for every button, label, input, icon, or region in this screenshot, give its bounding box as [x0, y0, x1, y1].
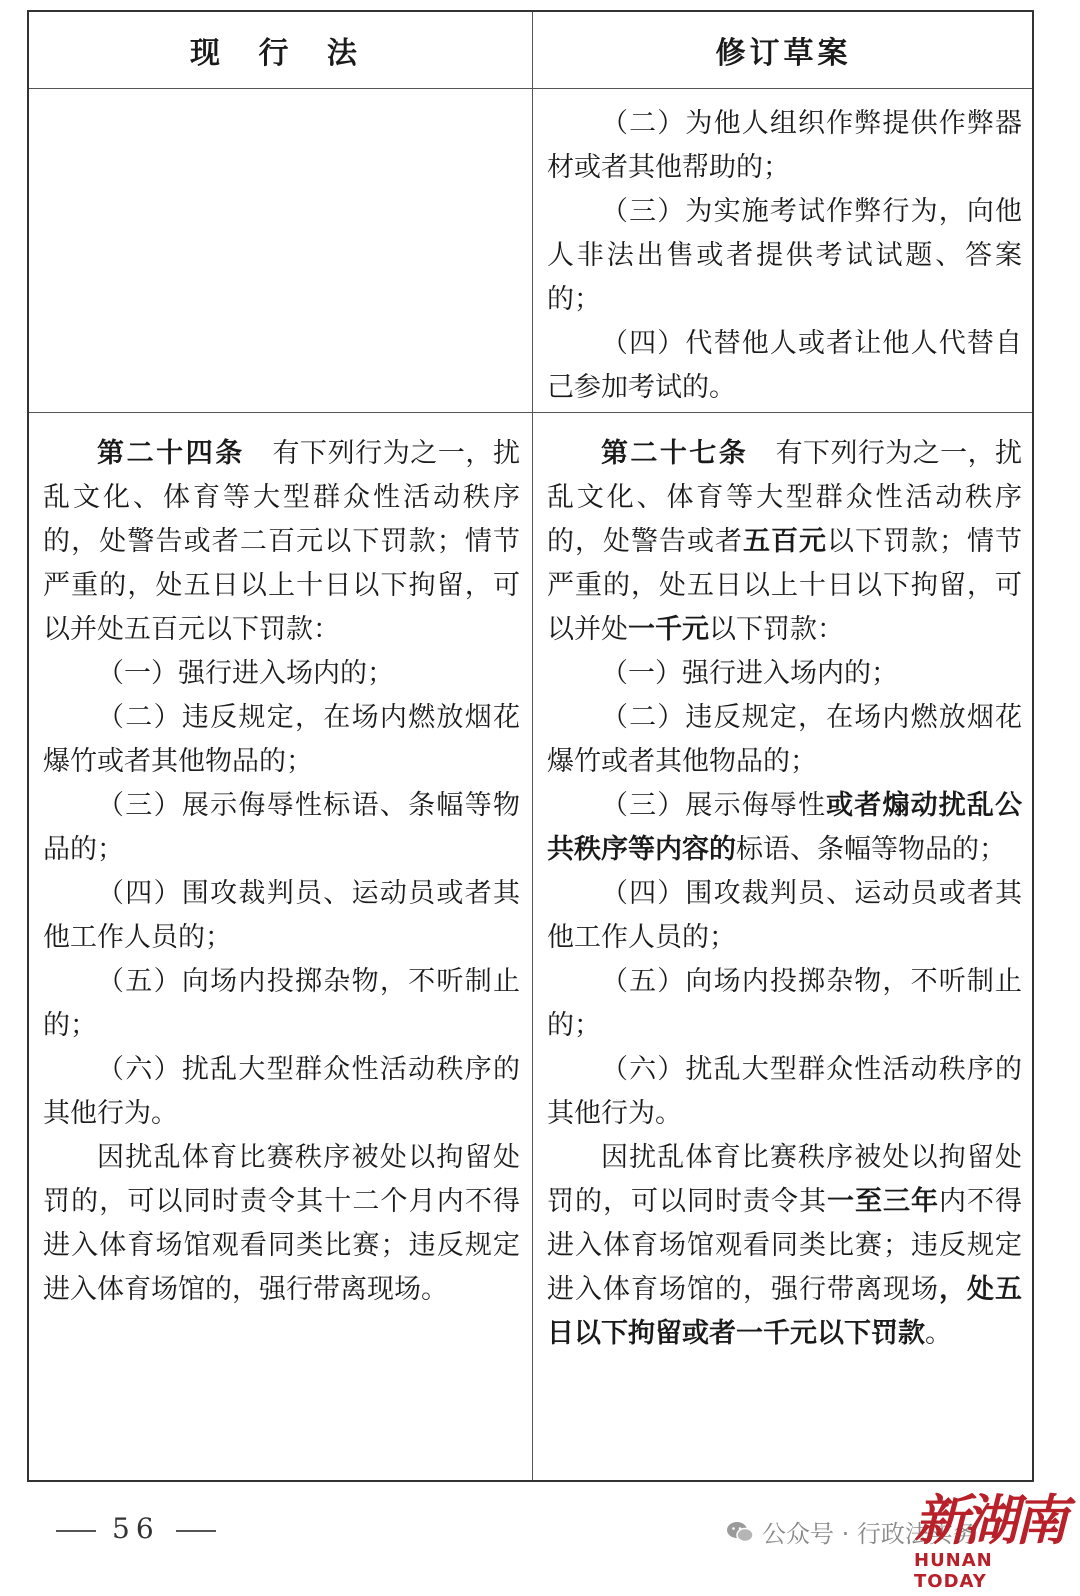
row-divider: [29, 412, 1032, 413]
list-item: （六）扰乱大型群众性活动秩序的其他行为。: [547, 1054, 1022, 1129]
hunan-today-logo: [914, 1478, 1064, 1592]
list-item: （一）强行进入场内的；: [601, 658, 898, 689]
dash-left: [56, 1530, 96, 1532]
logo-text-cn: 新湖南: [914, 1488, 1064, 1552]
list-item: （四）围攻裁判员、运动员或者其他工作人员的；: [43, 878, 520, 953]
article-intro: 第二十七条 有下列行为之一，扰乱文化、体育等大型群众性活动秩序的，处警告或者五百元以下罚款；情节严重的，处五日以上十日以下拘留，可以并处一千元以下罚款：: [547, 438, 1023, 645]
list-item: （五）向场内投掷杂物，不听制止的；: [547, 966, 1022, 1041]
row2-right-cell: [533, 432, 1034, 1356]
paragraph: （二）为他人组织作弊提供作弊器材或者其他帮助的；: [547, 108, 1022, 183]
row2-left-cell: [29, 432, 532, 1312]
article-intro: 第二十四条 有下列行为之一，扰乱文化、体育等大型群众性活动秩序的，处警告或者二百元以下罚款；情节严重的，处五日以上十日以下拘留，可以并处五百元以下罚款：: [43, 438, 521, 645]
header-revision-draft: 修订草案: [715, 36, 852, 71]
list-item: （一）强行进入场内的；: [97, 658, 394, 689]
list-item: （二）违反规定，在场内燃放烟花爆竹或者其他物品的；: [43, 702, 520, 777]
list-item: （三）展示侮辱性标语、条幅等物品的；: [43, 790, 520, 865]
article-number: 第二十七条: [601, 438, 749, 469]
list-item: （六）扰乱大型群众性活动秩序的其他行为。: [43, 1054, 520, 1129]
list-item: （四）围攻裁判员、运动员或者其他工作人员的；: [547, 878, 1022, 953]
list-item: （五）向场内投掷杂物，不听制止的；: [43, 966, 520, 1041]
closing-paragraph: 因扰乱体育比赛秩序被处以拘留处罚的，可以同时责令其一至三年内不得进入体育场馆观看同类比赛；违反规定进入体育场馆的，强行带离现场，处五日以下拘留或者一千元以下罚款。: [547, 1142, 1022, 1349]
header-divider: [29, 88, 1032, 89]
closing-paragraph: 因扰乱体育比赛秩序被处以拘留处罚的，可以同时责令其十二个月内不得进入体育场馆观看同类比赛；违反规定进入体育场馆的，强行带离现场。: [43, 1142, 520, 1305]
wechat-icon: [726, 1520, 754, 1544]
wechat-account-label: 公众号 · 行政法实务: [762, 1520, 977, 1548]
dash-right: [176, 1530, 216, 1532]
list-item: （三）展示侮辱性或者煽动扰乱公共秩序等内容的标语、条幅等物品的；: [547, 790, 1023, 865]
page-footer: [0, 1488, 1080, 1596]
paragraph: （三）为实施考试作弊行为，向他人非法出售或者提供考试试题、答案的；: [547, 196, 1022, 315]
article-number: 第二十四条: [97, 438, 245, 469]
list-item: （二）违反规定，在场内燃放烟花爆竹或者其他物品的；: [547, 702, 1022, 777]
paragraph: （四）代替他人或者让他人代替自己参加考试的。: [547, 328, 1022, 403]
logo-text-en: HUNAN TODAY: [914, 1550, 993, 1592]
comparison-table: [27, 10, 1034, 1482]
row1-right-cell: [533, 102, 1034, 410]
page-number: 56: [40, 1512, 232, 1545]
header-current-law: 现 行 法: [190, 36, 371, 71]
